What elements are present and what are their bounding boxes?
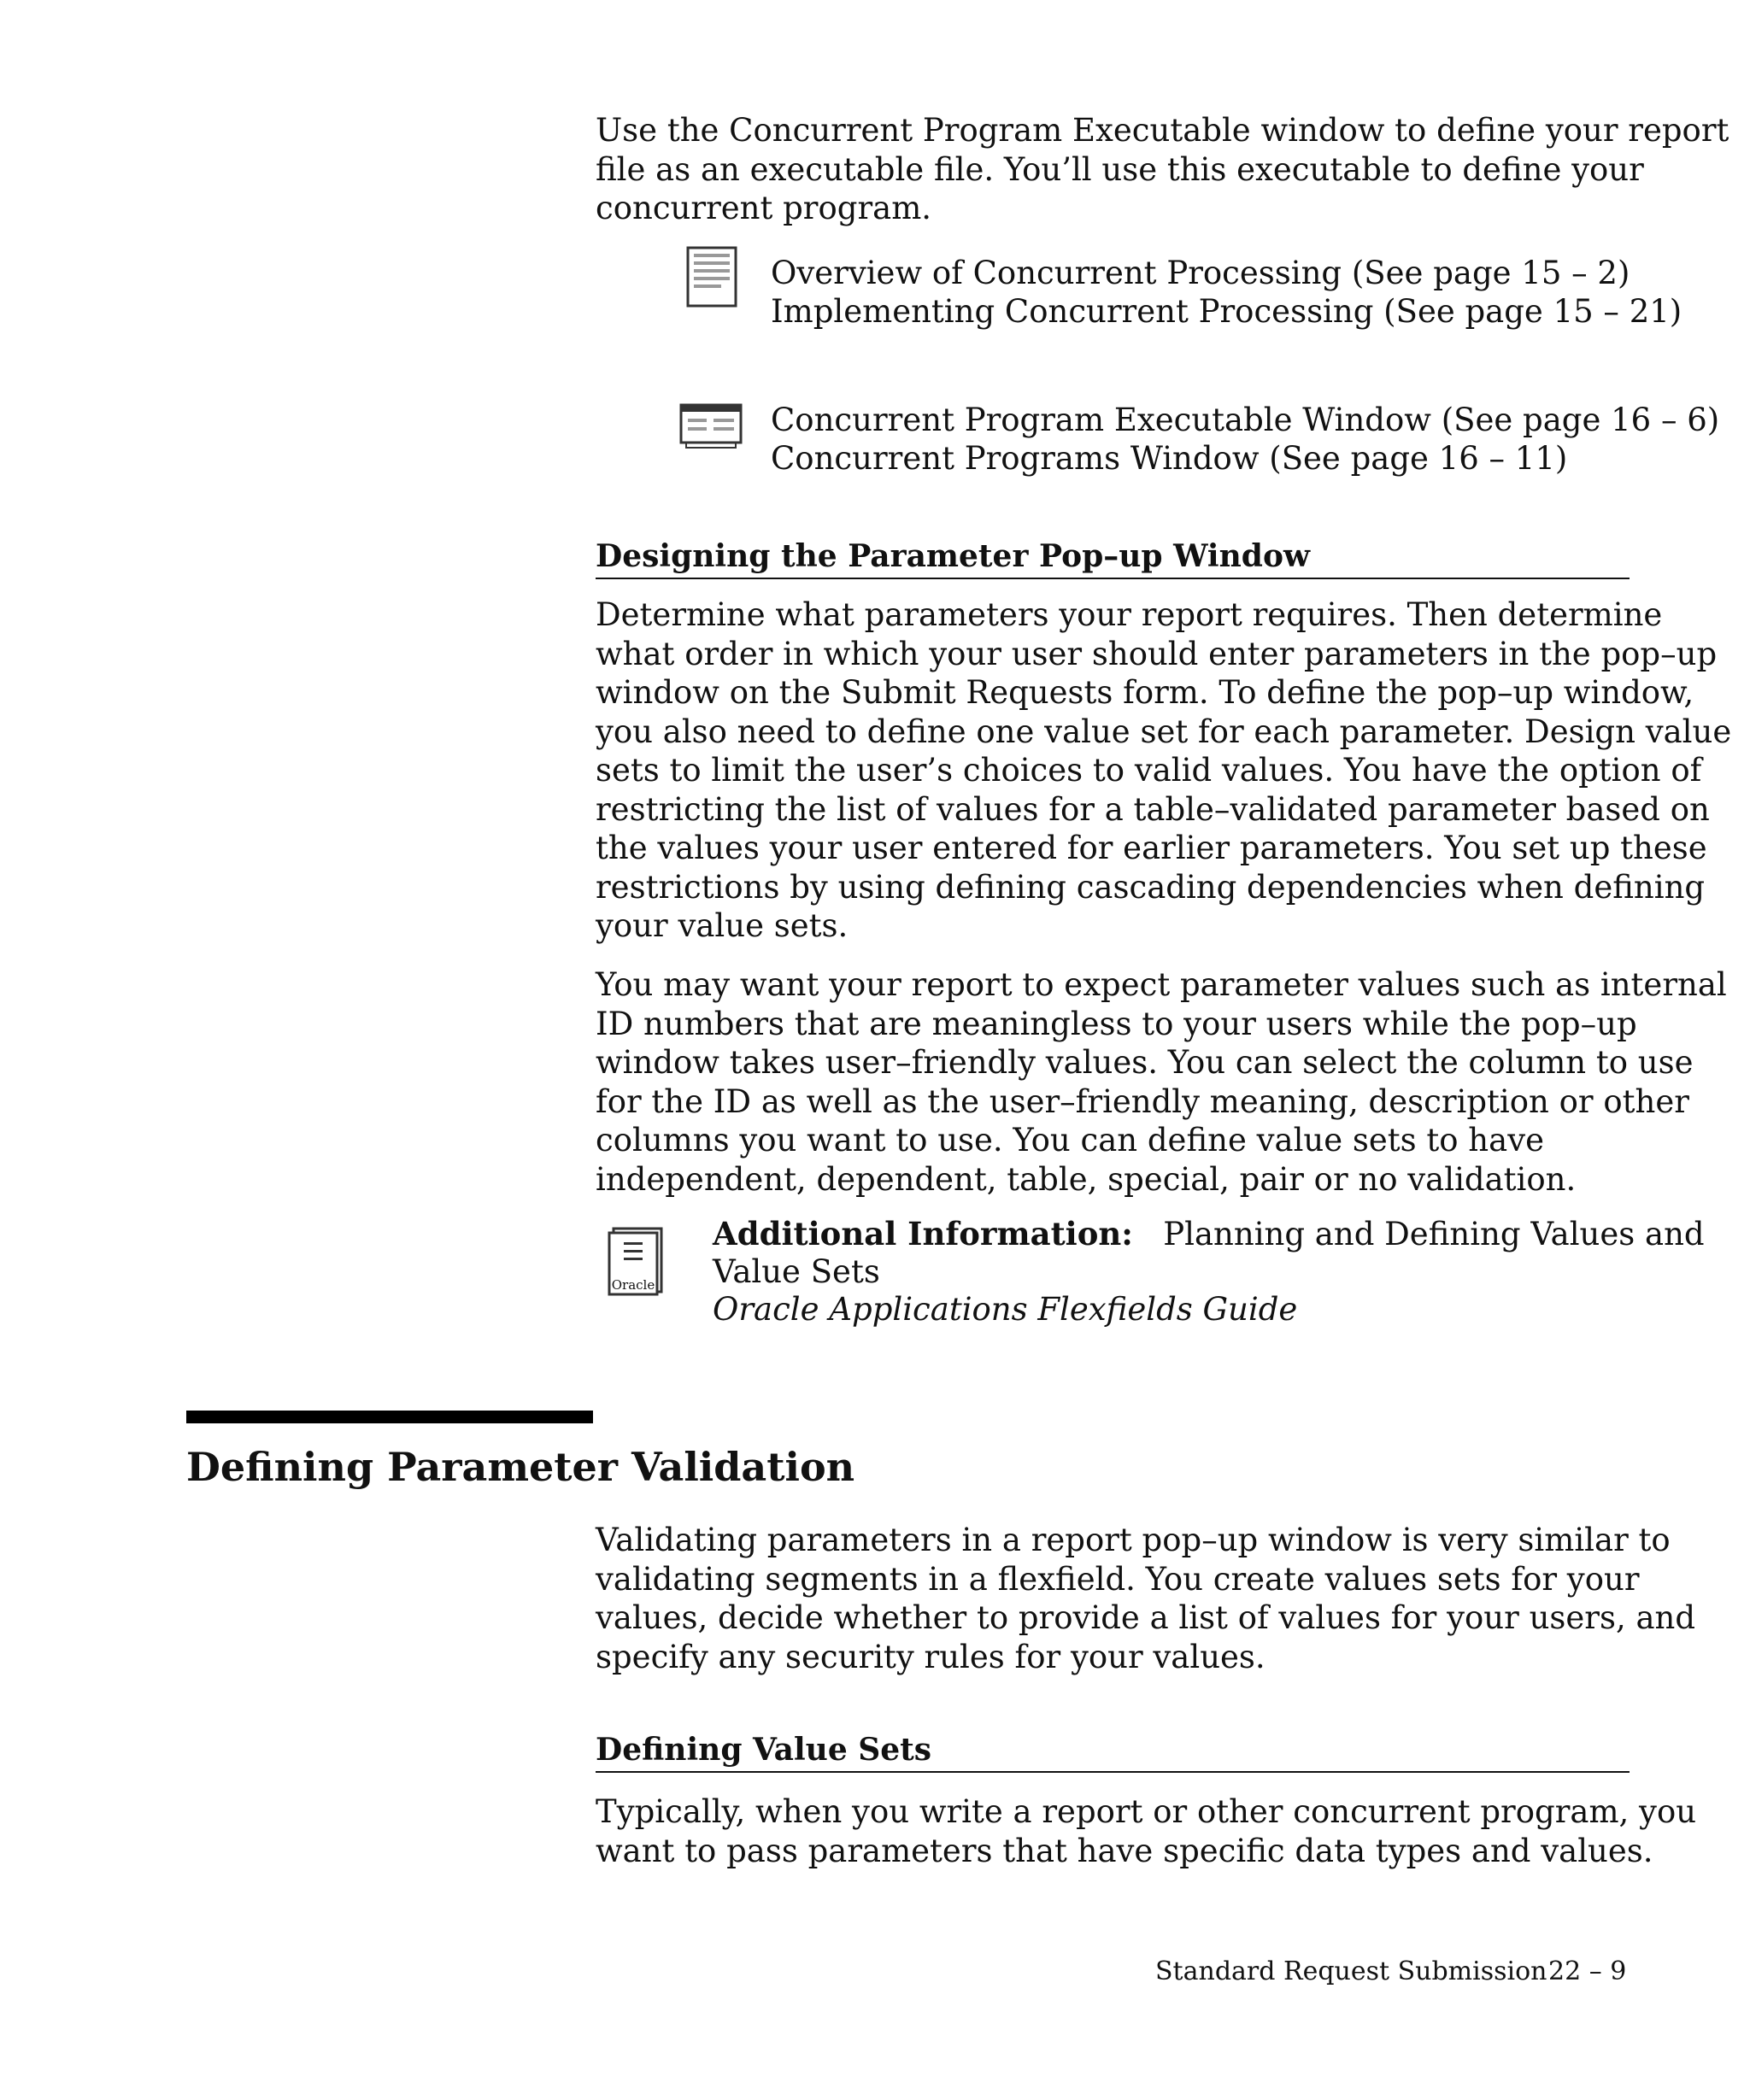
designing-paragraph-1: [596, 595, 1732, 946]
paragraph-line: you also need to define one value set for each parameter. Design value: [596, 713, 1732, 750]
paragraph-line: ID numbers that are meaningless to your users while the pop–up: [596, 1005, 1637, 1042]
designing-paragraph-2: [596, 965, 1727, 1199]
paragraph-line: window takes user–friendly values. You can select the column to use: [596, 1044, 1694, 1081]
additional-info-label: Additional Information:: [713, 1215, 1133, 1252]
additional-info-text-2: Value Sets: [713, 1253, 880, 1290]
paragraph-line: Typically, when you write a report or other concurrent program, you: [596, 1793, 1697, 1830]
paragraph-line: Determine what parameters your report requires. Then determine: [596, 596, 1663, 633]
paragraph-line: Validating parameters in a report pop–up window is very similar to: [596, 1522, 1671, 1558]
paragraph-line: restricting the list of values for a table–validated parameter based on: [596, 790, 1710, 828]
additional-info-text: Planning and Defining Values and: [1163, 1216, 1705, 1252]
concepts-reference-list: [771, 254, 1682, 331]
paragraph-line: sets to limit the user’s choices to valid values. You have the option of: [596, 752, 1702, 789]
footer-page-number: 22 – 9: [1548, 1956, 1627, 1986]
intro-line: concurrent program.: [596, 190, 932, 226]
section-paragraph: [596, 1521, 1696, 1676]
additional-info-note: [713, 1215, 1705, 1329]
intro-line: file as an executable file. You’ll use this executable to define your: [596, 150, 1644, 188]
paragraph-line: what order in which your user should enter parameters in the pop–up: [596, 635, 1718, 672]
reference-link-overview[interactable]: Overview of Concurrent Processing (See page 15 – 2): [771, 255, 1630, 291]
additional-info-line: [713, 1215, 1705, 1253]
value-sets-heading: Defining Value Sets: [596, 1731, 1630, 1773]
value-sets-paragraph: [596, 1792, 1697, 1870]
paragraph-line: columns you want to use. You can define value sets to have: [596, 1122, 1544, 1159]
intro-paragraph: [596, 111, 1729, 228]
reference-link-programs-window[interactable]: Concurrent Programs Window (See page 16 – 11): [771, 440, 1568, 477]
paragraph-line: the values your user entered for earlier parameters. You set up these: [596, 830, 1707, 866]
reference-link-executable-window[interactable]: Concurrent Program Executable Window (See page 16 – 6): [771, 402, 1720, 438]
oracle-book-icon: [607, 1227, 665, 1297]
section-title: Defining Parameter Validation: [186, 1444, 855, 1490]
footer-chapter: Standard Request Submission: [1155, 1956, 1547, 1986]
paragraph-line: specify any security rules for your values.: [596, 1638, 1266, 1675]
section-divider-bar: [186, 1411, 593, 1423]
paragraph-line: values, decide whether to provide a list of values for your users, and: [596, 1599, 1696, 1636]
designing-heading: Designing the Parameter Pop–up Window: [596, 537, 1630, 579]
paragraph-line: for the ID as well as the user–friendly meaning, description or other: [596, 1082, 1689, 1120]
paragraph-line: your value sets.: [596, 907, 849, 944]
oracle-book-label: Oracle: [611, 1277, 655, 1293]
paragraph-line: want to pass parameters that have specific data types and values.: [596, 1832, 1653, 1869]
windows-reference-list: [771, 401, 1719, 478]
window-icon: [679, 403, 743, 451]
paragraph-line: validating segments in a flexfield. You create values sets for your: [596, 1560, 1640, 1598]
paragraph-line: restrictions by using defining cascading dependencies when defining: [596, 868, 1706, 906]
paragraph-line: independent, dependent, table, special, pair or no validation.: [596, 1160, 1577, 1198]
document-page-icon: [686, 246, 737, 308]
guide-title: Oracle Applications Flexfields Guide: [713, 1291, 1298, 1328]
paragraph-line: You may want your report to expect parameter values such as internal: [596, 966, 1727, 1003]
paragraph-line: window on the Submit Requests form. To define the pop–up window,: [596, 674, 1694, 711]
reference-link-implementing[interactable]: Implementing Concurrent Processing (See page 15 – 21): [771, 293, 1682, 330]
intro-line: Use the Concurrent Program Executable window to define your report: [596, 112, 1729, 149]
